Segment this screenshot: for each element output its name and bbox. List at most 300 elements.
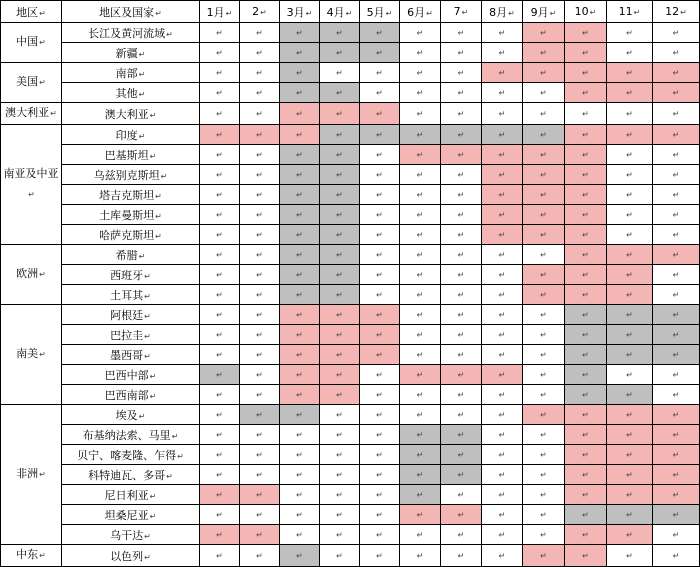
return-mark: ↵ bbox=[296, 270, 303, 279]
return-mark: ↵ bbox=[376, 310, 383, 319]
return-mark: ↵ bbox=[216, 330, 223, 339]
month-cell-gray bbox=[320, 265, 360, 285]
return-mark: ↵ bbox=[296, 430, 303, 439]
return-mark: ↵ bbox=[216, 48, 223, 57]
return-mark: ↵ bbox=[498, 390, 506, 399]
month-cell bbox=[280, 505, 320, 525]
return-mark: ↵ bbox=[672, 530, 680, 539]
country-cell bbox=[62, 125, 200, 145]
month-cell bbox=[607, 205, 653, 225]
month-cell bbox=[240, 265, 280, 285]
return-mark: ↵ bbox=[216, 250, 223, 259]
month-cell-pink bbox=[280, 385, 320, 405]
return-mark: ↵ bbox=[296, 330, 303, 339]
month-cell-pink bbox=[565, 525, 607, 545]
month-cell-pink bbox=[607, 525, 653, 545]
return-mark: ↵ bbox=[155, 231, 162, 241]
month-cell bbox=[360, 365, 400, 385]
month-cell bbox=[523, 345, 565, 365]
return-mark: ↵ bbox=[416, 430, 424, 439]
month-cell-pink bbox=[565, 23, 607, 43]
month-cell-pink bbox=[360, 103, 400, 125]
month-cell bbox=[441, 185, 482, 205]
return-mark: ↵ bbox=[216, 68, 223, 77]
month-cell bbox=[653, 385, 700, 405]
month-cell-pink bbox=[565, 445, 607, 465]
return-mark: ↵ bbox=[296, 551, 303, 560]
table-row bbox=[1, 83, 700, 103]
month-cell bbox=[523, 445, 565, 465]
return-mark: ↵ bbox=[296, 510, 303, 519]
return-mark: ↵ bbox=[540, 28, 547, 37]
month-cell bbox=[240, 325, 280, 345]
month-cell bbox=[653, 145, 700, 165]
country-cell bbox=[62, 425, 200, 445]
month-cell bbox=[400, 265, 441, 285]
country-cell bbox=[62, 485, 200, 505]
month-cell-gray bbox=[400, 425, 441, 445]
return-mark: ↵ bbox=[626, 210, 633, 219]
month-cell-gray bbox=[360, 23, 400, 43]
return-mark: ↵ bbox=[296, 28, 303, 37]
month-cell bbox=[607, 23, 653, 43]
month-cell bbox=[360, 505, 400, 525]
country-label: 希腊 bbox=[115, 248, 138, 262]
return-mark: ↵ bbox=[457, 170, 465, 179]
return-mark: ↵ bbox=[672, 350, 680, 359]
return-mark: ↵ bbox=[149, 491, 157, 501]
month-cell-pink bbox=[523, 185, 565, 205]
return-mark: ↵ bbox=[540, 490, 547, 499]
month-cell bbox=[482, 485, 523, 505]
month-cell bbox=[441, 345, 482, 365]
month-cell bbox=[320, 485, 360, 505]
return-mark: ↵ bbox=[672, 150, 680, 159]
country-cell bbox=[62, 285, 200, 305]
table-row bbox=[1, 185, 700, 205]
return-mark: ↵ bbox=[672, 290, 680, 299]
table-row bbox=[1, 345, 700, 365]
return-mark: ↵ bbox=[296, 410, 303, 419]
month-cell bbox=[441, 63, 482, 83]
return-mark: ↵ bbox=[256, 530, 263, 539]
month-cell bbox=[200, 63, 240, 83]
table-row bbox=[1, 405, 700, 425]
return-mark: ↵ bbox=[336, 130, 343, 139]
return-mark: ↵ bbox=[296, 310, 303, 319]
return-mark: ↵ bbox=[296, 210, 303, 219]
header-country bbox=[62, 1, 200, 23]
country-cell bbox=[62, 205, 200, 225]
return-mark: ↵ bbox=[589, 8, 597, 17]
month-cell bbox=[240, 285, 280, 305]
month-cell-pink bbox=[565, 285, 607, 305]
return-mark: ↵ bbox=[626, 48, 633, 57]
month-cell-pink bbox=[441, 145, 482, 165]
table-row bbox=[1, 505, 700, 525]
return-mark: ↵ bbox=[672, 310, 680, 319]
return-mark: ↵ bbox=[376, 130, 383, 139]
month-cell bbox=[240, 365, 280, 385]
month-cell bbox=[523, 245, 565, 265]
return-mark: ↵ bbox=[149, 110, 157, 120]
country-label: 土库曼斯坦 bbox=[99, 208, 155, 222]
return-mark: ↵ bbox=[416, 230, 424, 239]
return-mark: ↵ bbox=[39, 551, 46, 560]
return-mark: ↵ bbox=[626, 370, 633, 379]
month-cell bbox=[360, 63, 400, 83]
month-cell bbox=[240, 305, 280, 325]
return-mark: ↵ bbox=[540, 270, 547, 279]
return-mark: ↵ bbox=[549, 8, 557, 18]
country-cell bbox=[62, 525, 200, 545]
header-month bbox=[400, 1, 441, 23]
return-mark: ↵ bbox=[216, 190, 223, 199]
return-mark: ↵ bbox=[376, 170, 383, 179]
return-mark: ↵ bbox=[498, 370, 506, 379]
month-cell bbox=[653, 185, 700, 205]
return-mark: ↵ bbox=[498, 28, 506, 37]
return-mark: ↵ bbox=[376, 390, 383, 399]
header-month bbox=[653, 1, 700, 23]
return-mark: ↵ bbox=[336, 270, 343, 279]
return-mark: ↵ bbox=[336, 330, 343, 339]
table-header bbox=[1, 1, 700, 23]
header-month bbox=[240, 1, 280, 23]
return-mark: ↵ bbox=[672, 510, 680, 519]
return-mark: ↵ bbox=[457, 150, 465, 159]
month-cell bbox=[523, 525, 565, 545]
return-mark: ↵ bbox=[216, 350, 223, 359]
month-cell-pink bbox=[482, 165, 523, 185]
region-cell bbox=[1, 63, 62, 103]
return-mark: ↵ bbox=[498, 290, 506, 299]
month-cell-pink bbox=[653, 63, 700, 83]
return-mark: ↵ bbox=[296, 530, 303, 539]
month-cell bbox=[200, 305, 240, 325]
return-mark: ↵ bbox=[256, 270, 263, 279]
month-cell bbox=[200, 23, 240, 43]
return-mark: ↵ bbox=[582, 330, 589, 339]
month-cell bbox=[200, 385, 240, 405]
region-cell bbox=[1, 245, 62, 305]
month-cell-pink bbox=[280, 365, 320, 385]
month-cell-pink bbox=[482, 205, 523, 225]
month-cell bbox=[607, 145, 653, 165]
return-mark: ↵ bbox=[498, 150, 506, 159]
return-mark: ↵ bbox=[582, 290, 589, 299]
return-mark: ↵ bbox=[672, 330, 680, 339]
return-mark: ↵ bbox=[39, 270, 46, 279]
month-cell-pink bbox=[400, 505, 441, 525]
return-mark: ↵ bbox=[540, 470, 547, 479]
return-mark: ↵ bbox=[416, 68, 424, 77]
return-mark: ↵ bbox=[498, 350, 506, 359]
month-cell-pink bbox=[523, 545, 565, 567]
month-cell-pink bbox=[607, 83, 653, 103]
return-mark: ↵ bbox=[336, 450, 343, 459]
month-cell bbox=[280, 425, 320, 445]
month-cell-gray bbox=[280, 43, 320, 63]
return-mark: ↵ bbox=[582, 250, 589, 259]
table-body bbox=[1, 23, 700, 567]
return-mark: ↵ bbox=[296, 250, 303, 259]
month-cell bbox=[200, 83, 240, 103]
country-label: 布基纳法索、马里 bbox=[82, 428, 171, 442]
month-cell bbox=[360, 265, 400, 285]
return-mark: ↵ bbox=[582, 150, 589, 159]
return-mark: ↵ bbox=[582, 109, 589, 118]
return-mark: ↵ bbox=[672, 390, 680, 399]
month-cell bbox=[523, 385, 565, 405]
region-cell bbox=[1, 305, 62, 405]
table-row bbox=[1, 225, 700, 245]
return-mark: ↵ bbox=[633, 8, 641, 17]
return-mark: ↵ bbox=[155, 191, 162, 201]
return-mark: ↵ bbox=[498, 210, 506, 219]
return-mark: ↵ bbox=[582, 130, 589, 139]
country-cell bbox=[62, 63, 200, 83]
return-mark: ↵ bbox=[216, 470, 223, 479]
table-row bbox=[1, 43, 700, 63]
return-mark: ↵ bbox=[416, 290, 424, 299]
return-mark: ↵ bbox=[457, 330, 465, 339]
month-cell-gray bbox=[441, 125, 482, 145]
region-label: 澳大利亚 bbox=[5, 106, 50, 119]
month-cell-pink bbox=[607, 245, 653, 265]
month-cell bbox=[482, 83, 523, 103]
return-mark: ↵ bbox=[461, 8, 469, 17]
month-cell bbox=[482, 465, 523, 485]
month-cell-gray bbox=[523, 125, 565, 145]
month-cell-gray bbox=[320, 205, 360, 225]
return-mark: ↵ bbox=[256, 430, 263, 439]
return-mark: ↵ bbox=[256, 410, 263, 419]
return-mark: ↵ bbox=[582, 390, 589, 399]
month-cell-gray bbox=[565, 385, 607, 405]
month-cell bbox=[360, 385, 400, 405]
month-cell bbox=[360, 445, 400, 465]
return-mark: ↵ bbox=[336, 350, 343, 359]
month-cell bbox=[482, 325, 523, 345]
return-mark: ↵ bbox=[376, 490, 383, 499]
month-cell-pink bbox=[280, 125, 320, 145]
return-mark: ↵ bbox=[216, 170, 223, 179]
month-cell-pink bbox=[607, 485, 653, 505]
month-cell-pink bbox=[565, 265, 607, 285]
month-cell-pink bbox=[240, 525, 280, 545]
return-mark: ↵ bbox=[50, 109, 57, 118]
country-label: 新疆 bbox=[115, 46, 138, 60]
region-cell bbox=[1, 405, 62, 545]
return-mark: ↵ bbox=[216, 490, 223, 499]
month-cell-pink bbox=[523, 43, 565, 63]
return-mark: ↵ bbox=[498, 250, 506, 259]
month-cell bbox=[240, 245, 280, 265]
month-cell bbox=[653, 285, 700, 305]
return-mark: ↵ bbox=[582, 28, 589, 37]
month-cell bbox=[360, 205, 400, 225]
month-cell-gray bbox=[441, 465, 482, 485]
return-mark: ↵ bbox=[144, 351, 151, 361]
return-mark: ↵ bbox=[498, 48, 506, 57]
return-mark: ↵ bbox=[626, 310, 633, 319]
month-cell bbox=[482, 545, 523, 567]
return-mark: ↵ bbox=[626, 250, 633, 259]
month-cell bbox=[360, 185, 400, 205]
region-label: 欧洲 bbox=[16, 267, 39, 280]
month-cell-pink bbox=[280, 103, 320, 125]
month-cell bbox=[607, 185, 653, 205]
return-mark: ↵ bbox=[582, 270, 589, 279]
month-cell bbox=[400, 285, 441, 305]
month-cell-gray bbox=[565, 365, 607, 385]
return-mark: ↵ bbox=[376, 510, 383, 519]
return-mark: ↵ bbox=[426, 8, 433, 18]
country-label: 巴拉圭 bbox=[110, 328, 144, 342]
return-mark: ↵ bbox=[416, 88, 424, 97]
return-mark: ↵ bbox=[256, 470, 263, 479]
return-mark: ↵ bbox=[540, 290, 547, 299]
month-cell bbox=[653, 225, 700, 245]
return-mark: ↵ bbox=[336, 370, 343, 379]
return-mark: ↵ bbox=[39, 470, 46, 479]
month-cell bbox=[400, 525, 441, 545]
return-mark: ↵ bbox=[166, 29, 173, 39]
return-mark: ↵ bbox=[216, 210, 223, 219]
return-mark: ↵ bbox=[540, 150, 547, 159]
return-mark: ↵ bbox=[296, 470, 303, 479]
return-mark: ↵ bbox=[416, 28, 424, 37]
return-mark: ↵ bbox=[336, 68, 343, 77]
month-cell bbox=[523, 83, 565, 103]
month-cell bbox=[280, 445, 320, 465]
return-mark: ↵ bbox=[457, 130, 465, 139]
return-mark: ↵ bbox=[672, 370, 680, 379]
month-cell-pink bbox=[360, 345, 400, 365]
month-label: 6月 bbox=[407, 5, 426, 19]
month-cell-gray bbox=[400, 465, 441, 485]
return-mark: ↵ bbox=[256, 490, 263, 499]
return-mark: ↵ bbox=[376, 410, 383, 419]
month-cell-gray bbox=[607, 505, 653, 525]
header-month bbox=[565, 1, 607, 23]
month-cell bbox=[400, 225, 441, 245]
return-mark: ↵ bbox=[672, 250, 680, 259]
month-cell-gray bbox=[280, 225, 320, 245]
month-cell bbox=[607, 165, 653, 185]
return-mark: ↵ bbox=[457, 190, 465, 199]
month-cell bbox=[400, 245, 441, 265]
return-mark: ↵ bbox=[540, 210, 547, 219]
month-cell bbox=[200, 205, 240, 225]
return-mark: ↵ bbox=[216, 270, 223, 279]
month-cell-pink bbox=[523, 205, 565, 225]
month-cell bbox=[607, 103, 653, 125]
return-mark: ↵ bbox=[540, 450, 547, 459]
month-cell-gray bbox=[280, 265, 320, 285]
month-cell bbox=[607, 43, 653, 63]
month-cell-gray bbox=[607, 345, 653, 365]
return-mark: ↵ bbox=[672, 230, 680, 239]
month-cell-pink bbox=[565, 405, 607, 425]
month-cell bbox=[360, 165, 400, 185]
return-mark: ↵ bbox=[416, 530, 424, 539]
month-cell bbox=[523, 465, 565, 485]
return-mark: ↵ bbox=[626, 410, 633, 419]
month-cell bbox=[240, 23, 280, 43]
month-cell bbox=[360, 245, 400, 265]
country-label: 塔吉克斯坦 bbox=[99, 188, 155, 202]
return-mark: ↵ bbox=[336, 390, 343, 399]
return-mark: ↵ bbox=[540, 410, 547, 419]
month-cell-gray bbox=[280, 165, 320, 185]
country-label: 科特迪瓦、多哥 bbox=[88, 468, 166, 482]
return-mark: ↵ bbox=[296, 290, 303, 299]
month-label: 10 bbox=[574, 5, 589, 18]
return-mark: ↵ bbox=[672, 210, 680, 219]
country-label: 西班牙 bbox=[110, 268, 144, 282]
return-mark: ↵ bbox=[256, 230, 263, 239]
return-mark: ↵ bbox=[256, 130, 263, 139]
country-cell bbox=[62, 43, 200, 63]
return-mark: ↵ bbox=[336, 48, 343, 57]
region-label: 南亚及中亚 bbox=[3, 167, 59, 180]
return-mark: ↵ bbox=[216, 109, 223, 118]
return-mark: ↵ bbox=[416, 109, 424, 118]
return-mark: ↵ bbox=[457, 430, 465, 439]
return-mark: ↵ bbox=[672, 28, 680, 37]
month-cell bbox=[320, 465, 360, 485]
table-row bbox=[1, 425, 700, 445]
return-mark: ↵ bbox=[540, 130, 547, 139]
country-cell bbox=[62, 325, 200, 345]
country-label: 埃及 bbox=[115, 408, 138, 422]
month-cell bbox=[441, 23, 482, 43]
return-mark: ↵ bbox=[416, 450, 424, 459]
return-mark: ↵ bbox=[540, 88, 547, 97]
return-mark: ↵ bbox=[256, 150, 263, 159]
country-label: 澳大利亚 bbox=[104, 107, 149, 121]
country-label: 巴基斯坦 bbox=[104, 148, 149, 162]
return-mark: ↵ bbox=[672, 88, 680, 97]
return-mark: ↵ bbox=[336, 490, 343, 499]
return-mark: ↵ bbox=[672, 450, 680, 459]
month-cell bbox=[200, 545, 240, 567]
month-cell-pink bbox=[523, 265, 565, 285]
return-mark: ↵ bbox=[216, 230, 223, 239]
return-mark: ↵ bbox=[672, 430, 680, 439]
month-cell bbox=[400, 325, 441, 345]
return-mark: ↵ bbox=[336, 250, 343, 259]
month-cell-pink bbox=[607, 425, 653, 445]
month-cell-pink bbox=[482, 225, 523, 245]
return-mark: ↵ bbox=[149, 511, 157, 521]
return-mark: ↵ bbox=[376, 230, 383, 239]
table-row bbox=[1, 445, 700, 465]
return-mark: ↵ bbox=[672, 170, 680, 179]
return-mark: ↵ bbox=[416, 490, 424, 499]
month-cell-pink bbox=[565, 125, 607, 145]
month-cell-pink bbox=[607, 265, 653, 285]
return-mark: ↵ bbox=[376, 530, 383, 539]
month-cell-pink bbox=[607, 285, 653, 305]
return-mark: ↵ bbox=[540, 310, 547, 319]
return-mark: ↵ bbox=[416, 170, 424, 179]
return-mark: ↵ bbox=[582, 88, 589, 97]
month-cell bbox=[607, 545, 653, 567]
month-cell bbox=[200, 345, 240, 365]
